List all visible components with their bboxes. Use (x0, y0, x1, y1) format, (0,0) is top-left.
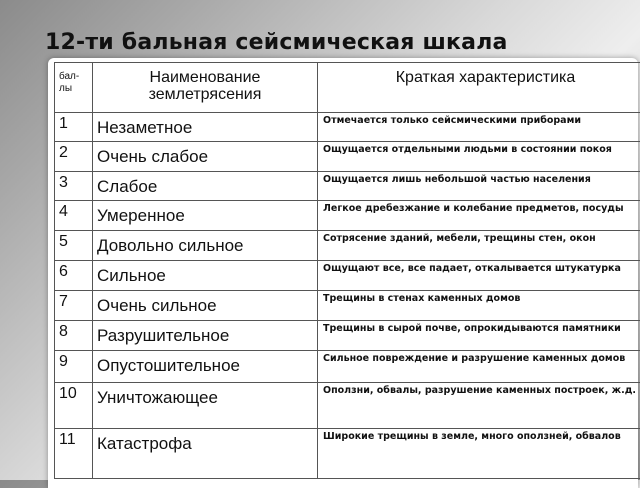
seismic-scale-table (54, 62, 640, 479)
row-description: Ощущается отдельными людьми в состоянии покоя (318, 142, 640, 172)
row-points: 10 (55, 383, 93, 429)
table-row (55, 113, 640, 142)
row-description: Сотрясение зданий, мебели, трещины стен, окон (318, 231, 640, 261)
row-points: 1 (55, 113, 93, 142)
table-row (55, 429, 640, 479)
row-name: Очень сильное (93, 291, 318, 321)
row-description: Сильное повреждение и разрушение каменных домов (318, 351, 640, 383)
row-description: Легкое дребезжание и колебание предметов, посуды (318, 201, 640, 231)
header-description: Краткая характеристика (318, 63, 640, 113)
row-points: 4 (55, 201, 93, 231)
table-row (55, 321, 640, 351)
row-points: 3 (55, 172, 93, 201)
row-points: 2 (55, 142, 93, 172)
row-name: Сильное (93, 261, 318, 291)
row-description: Ощущают все, все падает, откалывается штукатурка (318, 261, 640, 291)
row-points: 11 (55, 429, 93, 479)
row-description: Широкие трещины в земле, много оползней, обвалов (318, 429, 640, 479)
row-points: 8 (55, 321, 93, 351)
table-header-row (55, 63, 640, 113)
row-name: Катастрофа (93, 429, 318, 479)
table-row (55, 142, 640, 172)
row-name: Уничтожающее (93, 383, 318, 429)
row-description: Трещины в стенах каменных домов (318, 291, 640, 321)
row-description: Ощущается лишь небольшой частью населения (318, 172, 640, 201)
table-row (55, 291, 640, 321)
row-name: Слабое (93, 172, 318, 201)
table-row (55, 261, 640, 291)
row-name: Довольно сильное (93, 231, 318, 261)
row-points: 7 (55, 291, 93, 321)
header-name: Наименование землетрясения (93, 63, 318, 113)
row-points: 5 (55, 231, 93, 261)
table-row (55, 351, 640, 383)
table-row (55, 172, 640, 201)
row-description: Отмечается только сейсмическими приборами (318, 113, 640, 142)
slide-title: 12-ти бальная сейсмическая шкала (45, 30, 508, 55)
row-name: Незаметное (93, 113, 318, 142)
row-name: Опустошительное (93, 351, 318, 383)
row-name: Разрушительное (93, 321, 318, 351)
table-row (55, 383, 640, 429)
row-points: 6 (55, 261, 93, 291)
row-name: Умеренное (93, 201, 318, 231)
row-description: Трещины в сырой почве, опрокидываются памятники (318, 321, 640, 351)
header-points: бал-лы (55, 63, 93, 113)
table-row (55, 231, 640, 261)
row-description: Оползни, обвалы, разрушение каменных построек, ж.д. (318, 383, 640, 429)
row-points: 9 (55, 351, 93, 383)
table-row (55, 201, 640, 231)
row-name: Очень слабое (93, 142, 318, 172)
